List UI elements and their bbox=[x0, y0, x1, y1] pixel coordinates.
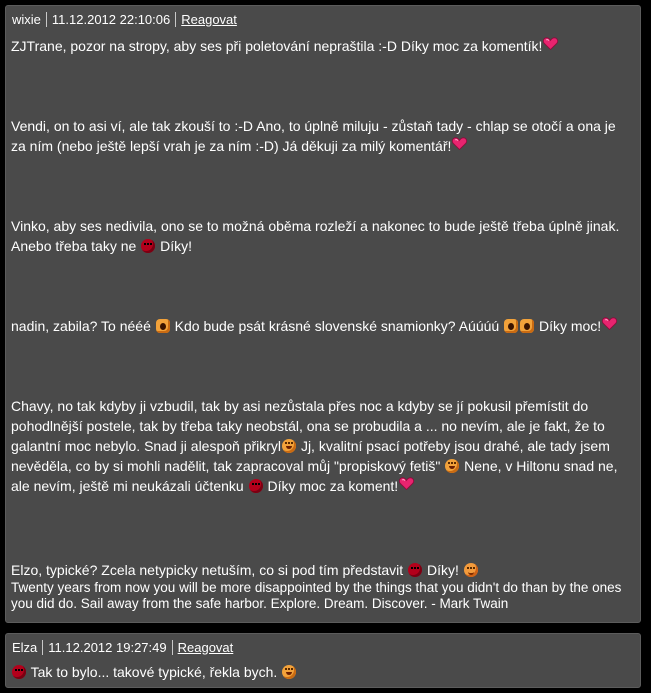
paragraph-text: nadin, zabila? To nééé bbox=[11, 318, 151, 334]
comment-paragraph bbox=[11, 560, 633, 580]
tomato-icon bbox=[12, 665, 26, 679]
happy-smiley-icon bbox=[282, 439, 296, 453]
comment-body bbox=[11, 662, 633, 682]
heart-icon bbox=[602, 317, 617, 330]
separator bbox=[42, 640, 43, 655]
comment-paragraph bbox=[11, 316, 633, 336]
signature-quote: Twenty years from now you will be more disappointed by the things that you didn't do than by the ones you did do. Sail away from the safe harbor. Explore. Dream. Discover. - Mark Twain bbox=[11, 580, 622, 611]
comment-paragraph bbox=[11, 396, 633, 496]
comment-paragraph bbox=[11, 116, 633, 156]
heart-icon bbox=[399, 477, 414, 490]
comment-author: Elza bbox=[12, 640, 38, 655]
paragraph-text: Vendi, on to asi ví, ale tak zkouší to :-D Ano, to úplně miluju - zůstaň tady - chlap se otočí a ona je za ním (nebo ještě lepší vrah je za ním :-D) Já děkuji za milý komentář! bbox=[11, 118, 616, 154]
separator bbox=[46, 12, 47, 27]
comment-header bbox=[12, 638, 233, 657]
paragraph-text: Díky! bbox=[426, 562, 459, 578]
shocked-smiley-icon bbox=[156, 319, 170, 333]
happy-smiley-icon bbox=[282, 665, 296, 679]
comment-paragraph bbox=[11, 216, 633, 256]
comment-wixie bbox=[5, 5, 641, 623]
tomato-icon bbox=[249, 479, 263, 493]
blush-smiley-icon bbox=[464, 563, 478, 577]
paragraph-text: Elzo, typické? Zcela netypicky netuším, co si pod tím představit bbox=[11, 562, 404, 578]
paragraph-text: Chavy, no tak kdyby ji vzbudil, tak by asi nezůstala přes noc a kdyby se jí pokusil přemístit do pohodlnější postele, tak by třeba taky neobstál, ona se probudila a ... no nevím, ale je fakt, že to galantní moc nebylo. Snad ji alespoň přikryl bbox=[11, 398, 605, 454]
tomato-icon bbox=[141, 239, 155, 253]
paragraph-text: Díky! bbox=[160, 238, 192, 254]
paragraph-text: Tak to bylo... takové typické, řekla bych. bbox=[30, 664, 278, 680]
paragraph-text: Nene, v Hiltonu snad ne, ale nevím, ještě mi neukázali účtenku bbox=[11, 458, 618, 494]
paragraph-text: Vinko, aby ses nedivila, ono se to možná oběma rozleží a nakonec to bude ještě třeba úplně jinak. Anebo třeba taky ne bbox=[11, 218, 620, 254]
reply-link[interactable]: Reagovat bbox=[177, 640, 234, 655]
comment-date: 11.12.2012 19:27:49 bbox=[48, 640, 167, 655]
heart-icon bbox=[452, 137, 467, 150]
tomato-icon bbox=[408, 563, 422, 577]
paragraph-text: Díky moc! bbox=[538, 318, 602, 334]
reply-link[interactable]: Reagovat bbox=[181, 12, 237, 27]
separator bbox=[175, 12, 176, 27]
shocked-smiley-icon bbox=[520, 319, 534, 333]
comment-author: wixie bbox=[12, 12, 41, 27]
heart-icon bbox=[543, 37, 558, 50]
paragraph-text: Kdo bude psát krásné slovenské snamionky? Aúúúú bbox=[174, 318, 500, 334]
comment-body bbox=[11, 36, 633, 612]
comment-paragraph bbox=[11, 662, 633, 682]
comment-elza bbox=[5, 633, 641, 688]
happy-smiley-icon bbox=[445, 459, 459, 473]
paragraph-text: Díky moc za koment! bbox=[267, 478, 399, 494]
paragraph-text: ZJTrane, pozor na stropy, aby ses při poletování nepraštila :-D Díky moc za komentík! bbox=[11, 38, 543, 54]
comment-header bbox=[12, 10, 237, 29]
separator bbox=[172, 640, 173, 655]
comment-paragraph bbox=[11, 36, 633, 56]
shocked-smiley-icon bbox=[504, 319, 518, 333]
comment-date: 11.12.2012 22:10:06 bbox=[51, 12, 171, 27]
paragraph-text: Jj, kvalitní psací potřeby jsou drahé, ale tady jsem nevěděla, co by si mohli nadělit, tak zapracoval můj "propiskový fetiš" bbox=[11, 438, 610, 474]
